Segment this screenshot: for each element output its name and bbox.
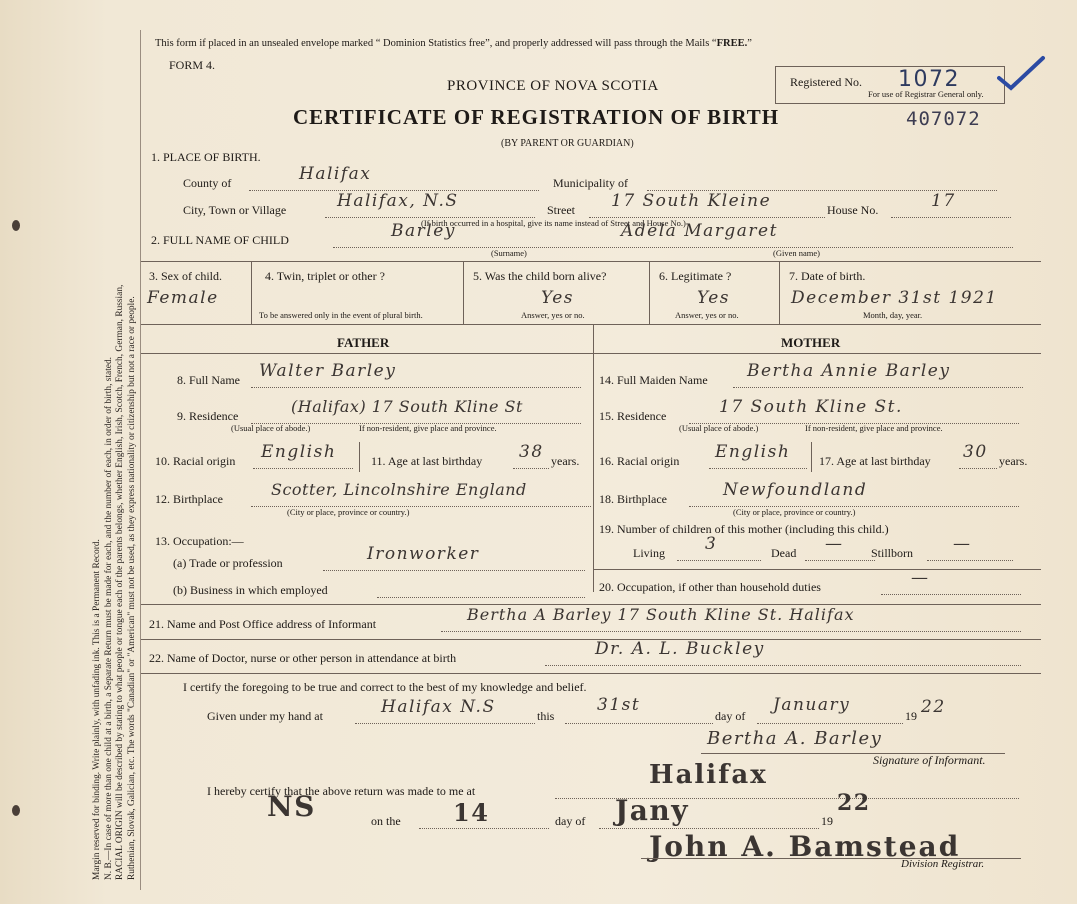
mother-occupation-line <box>881 594 1021 595</box>
form-number: FORM 4. <box>169 58 216 72</box>
mother-birthplace-value: Newfoundland <box>723 480 868 500</box>
certificate-subtitle: (BY PARENT OR GUARDIAN) <box>501 138 634 149</box>
this-label: this <box>537 709 555 723</box>
registrar-month-value: Jany <box>615 794 690 827</box>
occupation-label: 13. Occupation:— <box>155 534 244 548</box>
business-line <box>377 597 585 598</box>
mother-occupation-value: — <box>911 568 930 588</box>
father-residence-value: (Halifax) 17 South Kline St <box>291 397 523 416</box>
given-month-value: January <box>773 695 851 715</box>
child-name-label: 2. FULL NAME OF CHILD <box>151 233 289 247</box>
registrar-initials: NS <box>267 790 316 823</box>
mother-years-label: years. <box>999 454 1028 468</box>
given-day-line <box>565 723 713 724</box>
city-value: Halifax, N.S <box>337 191 459 211</box>
father-race-value: English <box>261 442 337 462</box>
trade-line <box>323 570 585 571</box>
house-no-value: 17 <box>931 191 956 211</box>
mother-race-label: 16. Racial origin <box>599 454 680 468</box>
father-race-line <box>253 468 353 469</box>
mother-name-label: 14. Full Maiden Name <box>599 373 708 387</box>
column-divider <box>463 261 464 324</box>
binding-hole <box>12 220 20 231</box>
father-residence-label: 9. Residence <box>177 409 239 423</box>
age-divider <box>811 442 812 472</box>
row-divider <box>141 639 1041 640</box>
informant-signature-label: Signature of Informant. <box>873 753 986 767</box>
registrar-day-line <box>419 828 549 829</box>
mother-occupation-label: 20. Occupation, if other than household duties <box>599 580 821 594</box>
stillborn-line <box>927 560 1013 561</box>
margin-instructions <box>92 60 138 880</box>
father-heading: FATHER <box>337 335 390 350</box>
father-birthplace-note: (City or place, province or country.) <box>287 507 410 517</box>
twin-label: 4. Twin, triplet or other ? <box>265 269 385 283</box>
living-line <box>677 560 761 561</box>
county-value: Halifax <box>299 164 372 184</box>
county-label: County of <box>183 176 232 190</box>
trade-value: Ironworker <box>367 544 480 564</box>
living-label: Living <box>633 546 665 560</box>
margin-note-line: Margin reserved for binding. Write plainly, with unfading ink. This is a Permanent Record. <box>92 539 102 880</box>
living-value: 3 <box>705 534 718 554</box>
sex-value: Female <box>147 288 219 308</box>
child-name-line <box>333 247 1013 248</box>
father-nonresident-note: If non-resident, give place and province. <box>359 423 497 433</box>
informant-line <box>441 631 1021 632</box>
doctor-value: Dr. A. L. Buckley <box>595 639 765 659</box>
row-divider <box>141 673 1041 674</box>
postal-note <box>155 38 752 49</box>
father-birthplace-label: 12. Birthplace <box>155 492 223 506</box>
row-divider <box>593 569 1041 570</box>
informant-label: 21. Name and Post Office address of Informant <box>149 617 377 631</box>
legitimate-label: 6. Legitimate ? <box>659 269 732 283</box>
day-of-label: day of <box>715 709 746 723</box>
father-abode-note: (Usual place of abode.) <box>231 423 311 433</box>
twin-note: To be answered only in the event of plural birth. <box>259 310 423 320</box>
parents-divider <box>593 324 594 592</box>
given-day-value: 31st <box>597 695 641 715</box>
child-surname: Barley <box>391 221 456 241</box>
dead-line <box>805 560 875 561</box>
postal-note-close: ” <box>747 38 752 49</box>
dead-label: Dead <box>771 546 797 560</box>
province-heading: PROVINCE OF NOVA SCOTIA <box>447 78 659 94</box>
registrar-month-line <box>599 828 819 829</box>
born-alive-label: 5. Was the child born alive? <box>473 269 607 283</box>
row-divider <box>141 353 1041 354</box>
registrar-year-value: 22 <box>837 790 871 816</box>
trade-label: (a) Trade or profession <box>173 556 283 570</box>
age-divider <box>359 442 360 472</box>
registered-number-box <box>775 66 1005 104</box>
doctor-line <box>545 665 1021 666</box>
city-label: City, Town or Village <box>183 203 287 217</box>
mother-age-value: 30 <box>963 442 988 462</box>
registrar-day-value: 14 <box>453 798 490 827</box>
date-of-birth-note: Month, day, year. <box>863 310 923 320</box>
father-years-label: years. <box>551 454 580 468</box>
informant-value: Bertha A Barley 17 South Kline St. Halifax <box>467 605 855 624</box>
stamp-number: 407072 <box>906 108 981 130</box>
on-the-label: on the <box>371 814 401 828</box>
registrar-year-prefix: 19 <box>821 814 833 828</box>
given-month-line <box>757 723 903 724</box>
mother-age-label: 17. Age at last birthday <box>819 454 931 468</box>
legitimate-note: Answer, yes or no. <box>675 310 739 320</box>
mother-abode-note: (Usual place of abode.) <box>679 423 759 433</box>
father-age-label: 11. Age at last birthday <box>371 454 483 468</box>
margin-note-line: N. B.—In case of more than one child at a birth, a Separate Return must be made for each, and the number of each, in order of birth, stated. <box>103 357 114 880</box>
mother-heading: MOTHER <box>781 335 841 350</box>
house-no-line <box>891 217 1011 218</box>
children-count-label: 19. Number of children of this mother (including this child.) <box>599 522 889 536</box>
date-of-birth-label: 7. Date of birth. <box>789 269 866 283</box>
column-divider <box>649 261 650 324</box>
mother-age-line <box>959 468 997 469</box>
given-place-line <box>355 723 535 724</box>
registrar-signature-label: Division Registrar. <box>901 858 985 870</box>
given-name-label: (Given name) <box>773 248 820 258</box>
mother-name-value: Bertha Annie Barley <box>747 361 951 381</box>
binding-holes <box>12 0 22 904</box>
column-divider <box>251 261 252 324</box>
postal-note-text: This form if placed in an unsealed envelope marked “ Dominion Statistics free”, and properly addressed will pass through the Mails “ <box>155 38 717 49</box>
father-age-line <box>513 468 549 469</box>
father-name-label: 8. Full Name <box>177 373 240 387</box>
place-of-birth-heading: 1. PLACE OF BIRTH. <box>151 150 261 164</box>
born-alive-note: Answer, yes or no. <box>521 310 585 320</box>
child-given-name: Adela Margaret <box>621 221 778 241</box>
mother-race-value: English <box>715 442 791 462</box>
margin-note-line: RACIAL ORIGIN will be described by stating to what people or tongue each of the parents belongs, whether English, Irish, Scotch, French, German, Russian, <box>115 284 125 880</box>
binding-hole <box>12 805 20 816</box>
informant-signature: Bertha A. Barley <box>707 728 883 749</box>
dead-value: — <box>825 534 844 554</box>
mother-residence-value: 17 South Kline St. <box>719 397 903 417</box>
father-age-value: 38 <box>519 442 544 462</box>
mother-nonresident-note: If non-resident, give place and province. <box>805 423 943 433</box>
mother-birthplace-label: 18. Birthplace <box>599 492 667 506</box>
registrar-note: For use of Registrar General only. <box>868 89 984 99</box>
business-label: (b) Business in which employed <box>173 583 328 597</box>
sex-label: 3. Sex of child. <box>149 269 222 283</box>
registered-label: Registered No. <box>790 75 862 89</box>
margin-note-line: Ruthenian, Slovak, Galician, etc. The words "Canadian" or "American" must not be used, as they express nationality or citizenship but not a race or people. <box>126 296 137 880</box>
mother-residence-label: 15. Residence <box>599 409 667 423</box>
row-divider <box>141 261 1041 262</box>
date-of-birth-value: December 31st 1921 <box>791 288 998 308</box>
row-divider <box>141 324 1041 325</box>
born-alive-value: Yes <box>541 288 575 308</box>
mother-name-line <box>733 387 1023 388</box>
registrar-day-of-label: day of <box>555 814 586 828</box>
stillborn-label: Stillborn <box>871 546 914 560</box>
certificate-form <box>140 30 1041 890</box>
column-divider <box>779 261 780 324</box>
mother-race-line <box>709 468 807 469</box>
street-label: Street <box>547 203 575 217</box>
certificate-title: CERTIFICATE OF REGISTRATION OF BIRTH <box>293 105 780 129</box>
house-no-label: House No. <box>827 203 879 217</box>
registrar-place-value: Halifax <box>649 760 768 790</box>
legitimate-value: Yes <box>697 288 731 308</box>
municipality-label: Municipality of <box>553 176 628 190</box>
mother-birthplace-note: (City or place, province or country.) <box>733 507 856 517</box>
year-prefix: 19 <box>905 709 917 723</box>
doctor-label: 22. Name of Doctor, nurse or other person in attendance at birth <box>149 651 457 665</box>
given-place-value: Halifax N.S <box>381 697 496 717</box>
registrar-signature: John A. Bamstead <box>649 830 961 863</box>
father-name-value: Walter Barley <box>259 361 397 381</box>
street-value: 17 South Kleine <box>611 191 772 211</box>
registrar-statement: I hereby certify that the above return was made to me at <box>207 784 476 798</box>
stillborn-value: — <box>953 534 972 554</box>
postal-note-free: FREE. <box>716 38 748 49</box>
certify-statement: I certify the foregoing to be true and correct to the best of my knowledge and belief. <box>183 680 587 694</box>
given-year-value: 22 <box>921 697 946 717</box>
registered-number: 1072 <box>898 67 960 92</box>
father-name-line <box>251 387 581 388</box>
surname-label: (Surname) <box>491 248 527 258</box>
given-under-hand-label: Given under my hand at <box>207 709 323 723</box>
father-birthplace-value: Scotter, Lincolnshire England <box>271 480 527 499</box>
father-race-label: 10. Racial origin <box>155 454 236 468</box>
checkmark-icon <box>997 54 1047 94</box>
hospital-note: (If birth occurred in a hospital, give its name instead of Street and House No.) <box>421 218 686 228</box>
